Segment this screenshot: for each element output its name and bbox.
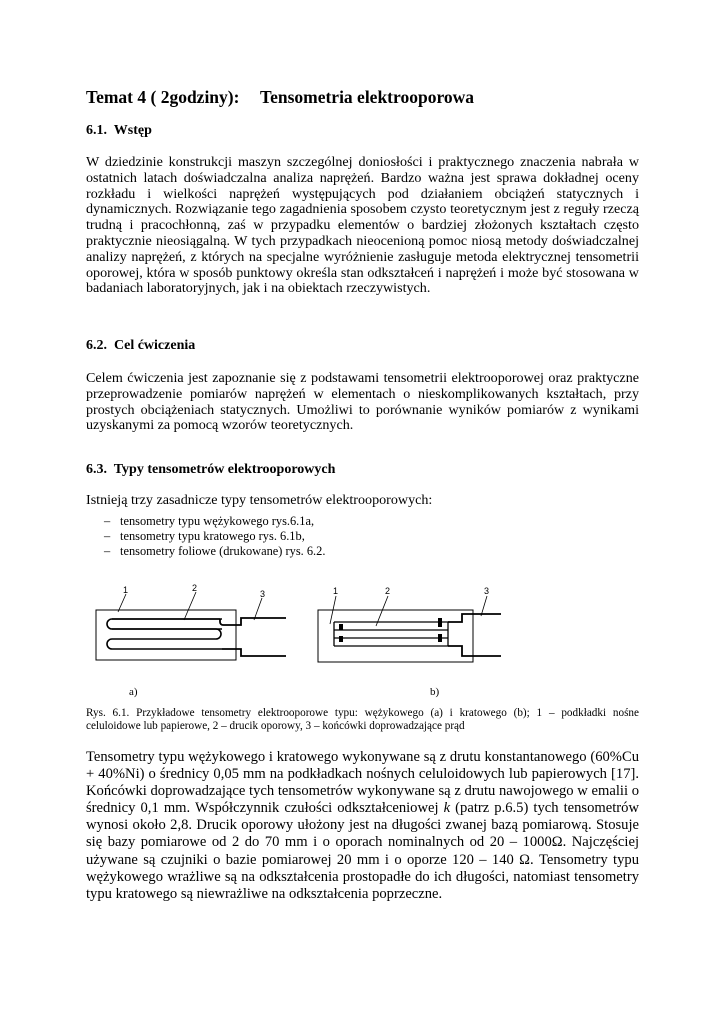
label-b-1: 1 xyxy=(333,586,339,596)
gauge-lattice-drawing xyxy=(318,586,501,662)
page-title xyxy=(86,87,475,108)
label-b-2: 2 xyxy=(385,586,391,596)
title-text: Tensometria elektrooporowa xyxy=(260,87,475,107)
section-heading-6-3: 6.3. Typy tensometrów elektrooporowych xyxy=(86,462,336,477)
section-text-6-2: Celem ćwiczenia jest zapoznanie się z podstawami tensometrii elektrooporowej oraz praktyczne przeprowadzenie pomiarów naprężeń w elementach o nieskomplikowanych kształtach, przy prostych obciążeniach statycznych. Umożliwi to porównanie wyników pomiarów z wynikami uzyskanymi za pomocą wzorów teoretycznych. xyxy=(86,370,639,434)
section-text-6-1: W dziedzinie konstrukcji maszyn szczególnej doniosłości i praktycznego znaczenia nabrała w ostatnich latach doświadczalna analiza naprężeń. Bardzo ważna jest sprawa dokładnej oceny rozkładu i wielkości naprężeń występujących pod działaniem obciążeń statycznych i dynamicznych. Rozwiązanie tego zagadnienia sposobem czysto teoretycznym jest z reguły rzeczą trudną i pracochłonną, zaś w przypadku elementów o bardziej złożonych kształtach często praktycznie nieosiągalną. W tych przypadkach nieocenioną pomoc niosą metody doświadczalnej analizy naprężeń, z których na specjalne wyróżnienie zasługuje metoda elektrycznej tensometrii oporowej, która w sposób punktowy określa stan odkształceń i naprężeń i może być stosowana w badaniach laboratoryjnych, jak i na obiektach rzeczywistych. xyxy=(86,154,639,297)
types-list xyxy=(104,514,325,559)
label-a-1: 1 xyxy=(123,585,129,595)
title-prefix: Temat 4 ( 2godziny): xyxy=(86,87,240,107)
figure-caption: Rys. 6.1. Przykładowe tensometry elektrooporowe typu: wężykowego (a) i kratowego (b); 1 – podkładki nośne celuloidowe lub papierowe, 2 – drucik oporowy, 3 – końcówki doprowadzające prąd xyxy=(86,707,639,733)
section-heading-6-1: 6.1. Wstęp xyxy=(86,123,152,138)
section-text-6-3: Istnieją trzy zasadnicze typy tensometrów elektrooporowych: xyxy=(86,492,433,508)
gauge-serpentine-drawing xyxy=(96,583,286,660)
list-item: – tensometry typu kratowego rys. 6.1b, xyxy=(104,529,325,544)
figure-strain-gauges xyxy=(86,582,556,682)
section-heading-6-2: 6.2. Cel ćwiczenia xyxy=(86,338,196,353)
symbol-k: k xyxy=(443,800,451,817)
label-b-3: 3 xyxy=(484,586,490,596)
label-a-3: 3 xyxy=(260,589,266,599)
list-item: – tensometry typu wężykowego rys.6.1a, xyxy=(104,514,325,529)
list-item: – tensometry foliowe (drukowane) rys. 6.2. xyxy=(104,544,325,559)
body-paragraph: Tensometry typu wężykowego i kratowego wykonywane są z drutu konstantanowego (60%Cu + 40%Ni) o średnicy 0,05 mm na podkładkach nośnych celuloidowych lub papierowych [17]. Końcówki doprowadzające tych tensometrów wykonywane są z drutu nawojowego w emalii o średnicy 0,1 mm. Współczynnik czułości odkształceniowej k (patrz p.6.5) tych tensometrów wynosi około 2,8. Drucik oporowy ułożony jest na długości zwanej bazą pomiarową. Stosuje się bazy pomiarowe od 2 do 70 mm i o oporach nominalnych od 20 – 1000Ω. Najczęściej używane są czujniki o bazie pomiarowej 20 mm i o oporze 120 – 140 Ω. Tensometry typu wężykowego wrażliwe są na odkształcenia prostopadłe do ich długości, natomiast tensometry typu kratowego są niewrażliwe na odkształcenia poprzeczne. xyxy=(86,749,639,902)
figure-sub-b: b) xyxy=(430,686,440,698)
label-a-2: 2 xyxy=(192,583,198,593)
figure-sub-a: a) xyxy=(129,686,138,698)
